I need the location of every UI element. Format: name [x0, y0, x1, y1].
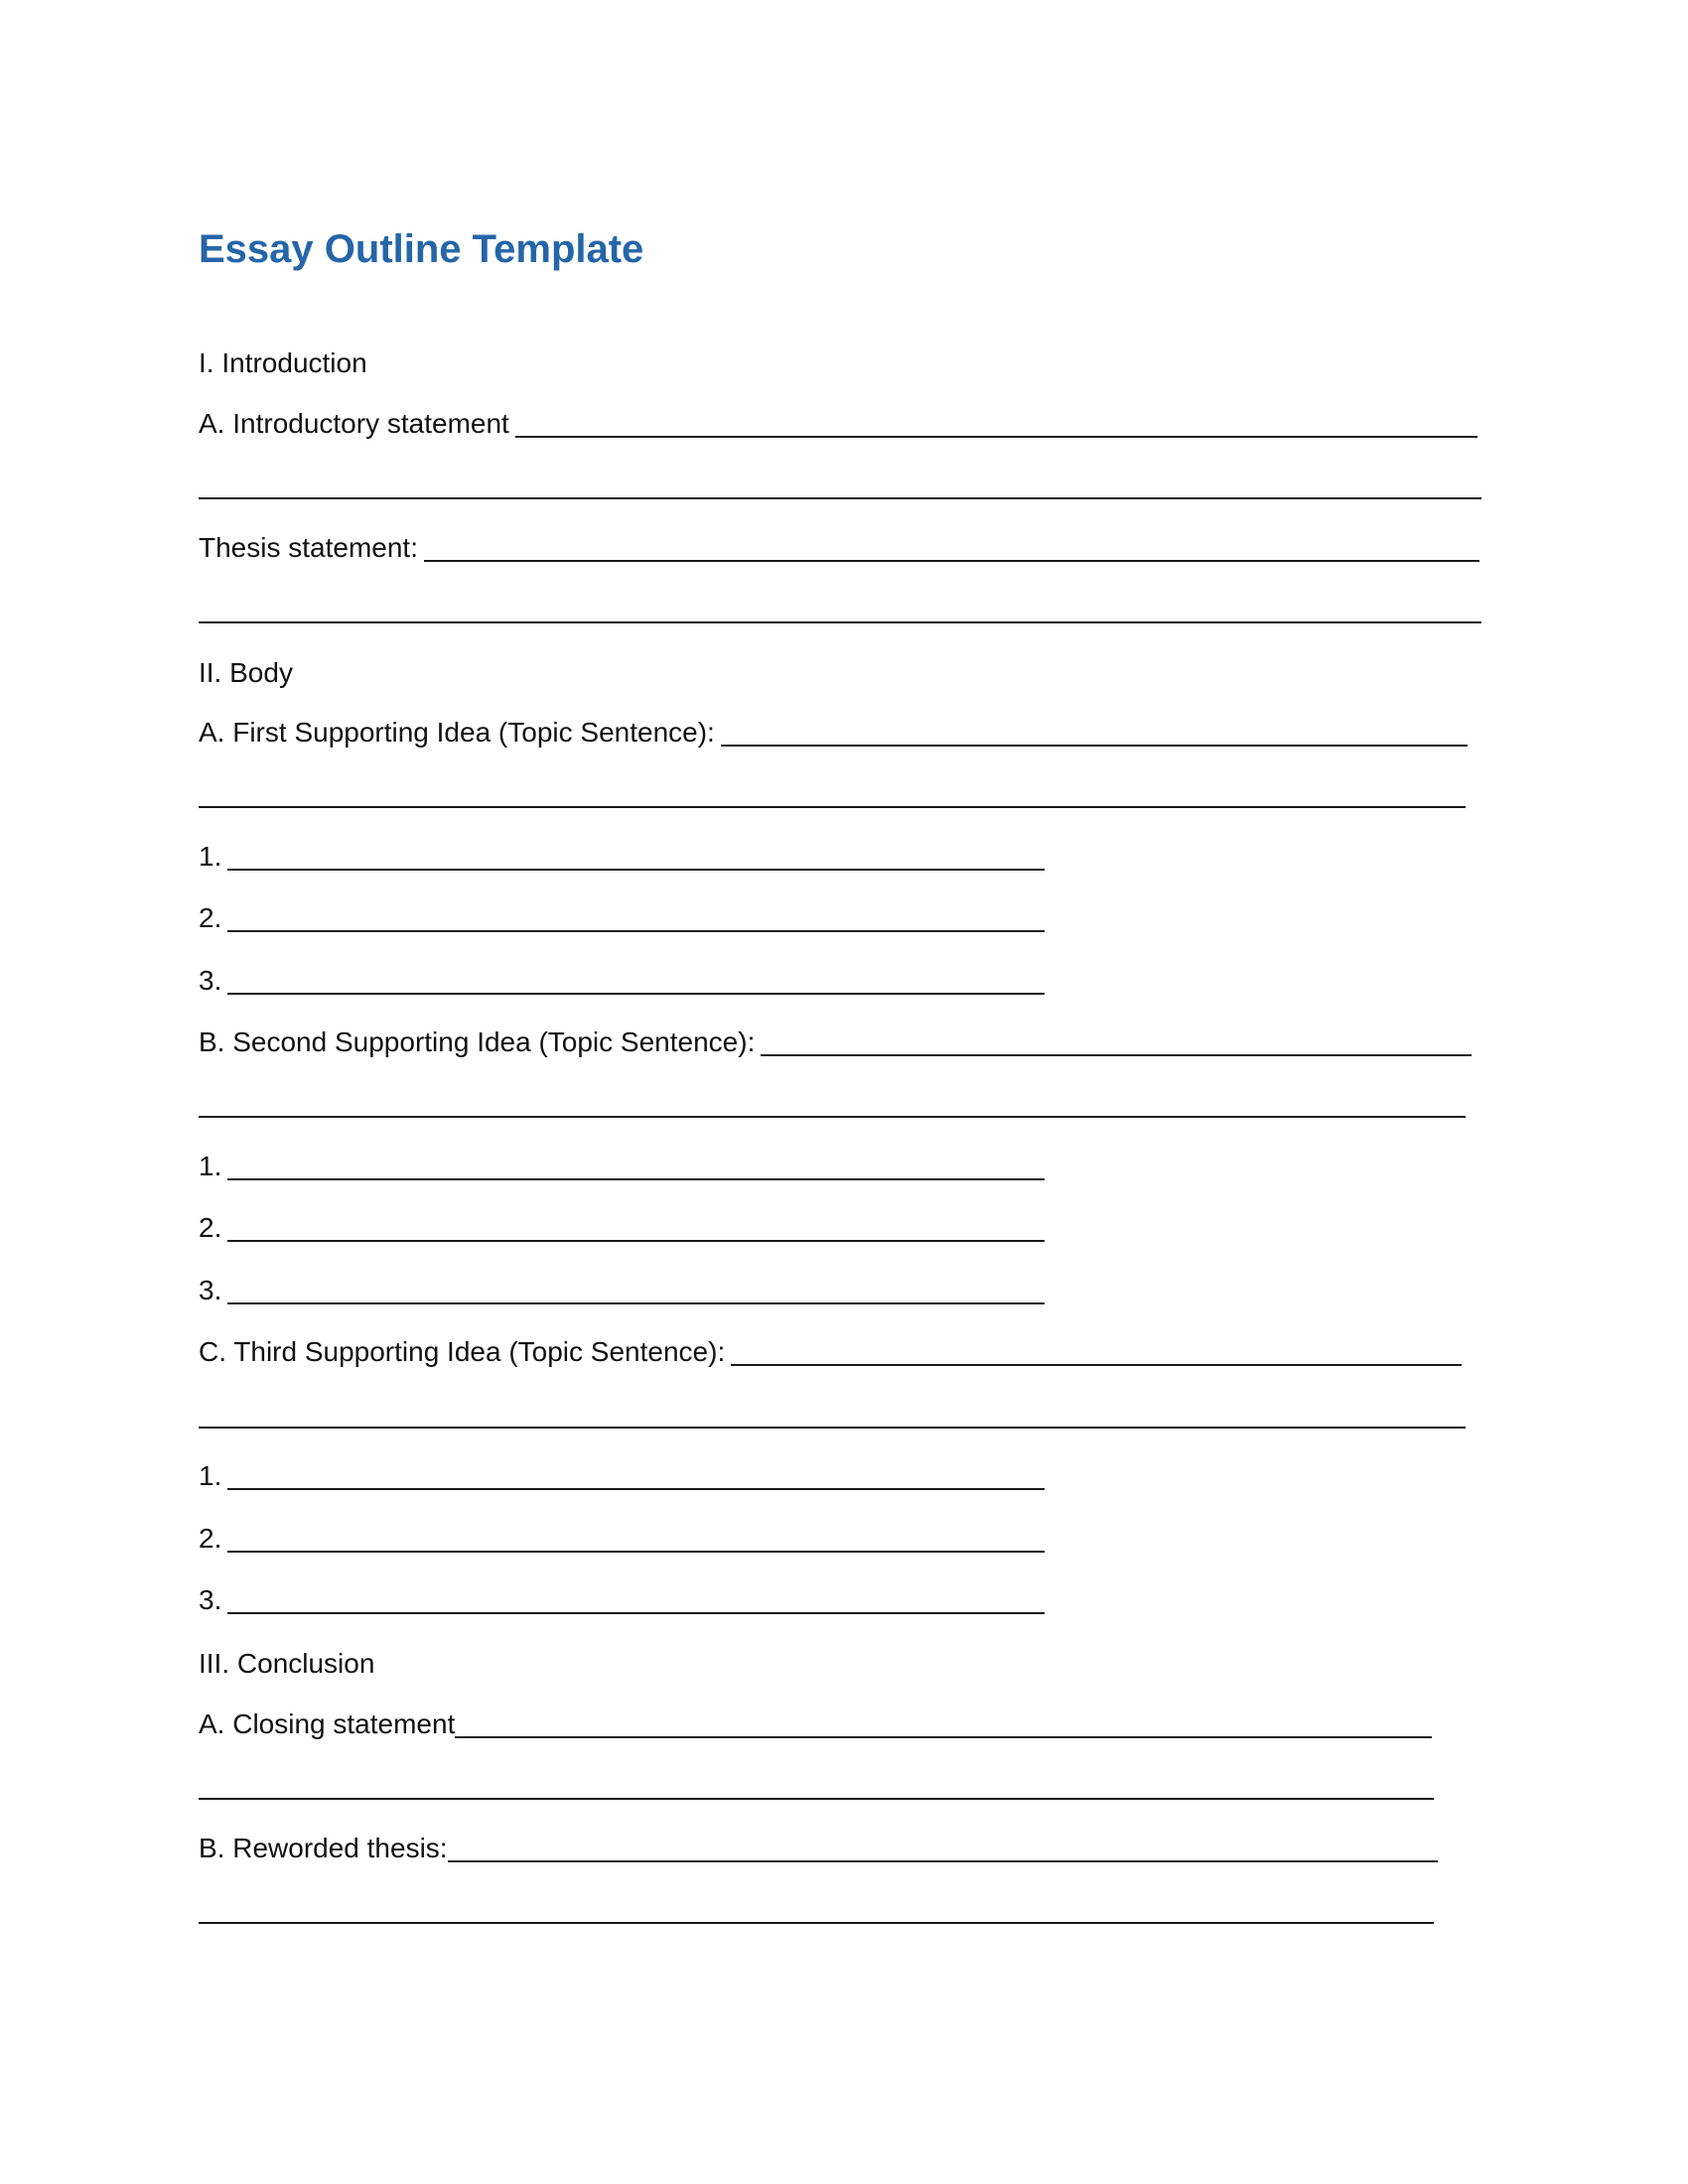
reworded-thesis-blank[interactable] — [448, 1860, 1438, 1862]
first-supporting-idea-row — [199, 714, 1468, 750]
reworded-thesis-continuation-row — [199, 1891, 1434, 1927]
first-detail-1-blank[interactable] — [227, 869, 1045, 871]
second-detail-1-row — [199, 1148, 1045, 1183]
second-supporting-idea-continuation-row — [199, 1085, 1466, 1121]
first-detail-3-blank[interactable] — [227, 993, 1045, 995]
third-detail-2-blank[interactable] — [227, 1551, 1045, 1553]
second-supporting-idea-blank-2[interactable] — [199, 1116, 1466, 1118]
first-supporting-idea-label: A. First Supporting Idea (Topic Sentence): — [199, 717, 715, 748]
third-detail-2-label: 2. — [199, 1523, 222, 1554]
third-detail-3-row — [199, 1581, 1045, 1617]
second-detail-2-blank[interactable] — [227, 1240, 1045, 1242]
second-supporting-idea-label: B. Second Supporting Idea (Topic Sentence): — [199, 1026, 756, 1057]
first-detail-1-label: 1. — [199, 841, 222, 872]
first-supporting-idea-continuation-row — [199, 775, 1466, 811]
first-detail-3-row — [199, 962, 1045, 998]
section-heading-conclusion: III. Conclusion — [199, 1648, 375, 1679]
thesis-statement-blank[interactable] — [424, 560, 1479, 562]
closing-statement-label: A. Closing statement — [199, 1708, 456, 1739]
second-detail-1-label: 1. — [199, 1151, 222, 1181]
third-detail-3-blank[interactable] — [227, 1612, 1045, 1614]
first-supporting-idea-blank-2[interactable] — [199, 806, 1466, 808]
second-detail-2-label: 2. — [199, 1212, 222, 1243]
first-detail-2-blank[interactable] — [227, 930, 1045, 932]
section-heading-body: II. Body — [199, 657, 293, 688]
reworded-thesis-label: B. Reworded thesis: — [199, 1833, 448, 1863]
closing-statement-blank-2[interactable] — [199, 1798, 1434, 1800]
thesis-statement-continuation-row — [199, 591, 1481, 626]
thesis-statement-blank-2[interactable] — [199, 621, 1481, 623]
third-detail-1-row — [199, 1457, 1045, 1493]
third-supporting-idea-blank-2[interactable] — [199, 1427, 1466, 1429]
third-supporting-idea-label: C. Third Supporting Idea (Topic Sentence): — [199, 1336, 726, 1367]
third-detail-3-label: 3. — [199, 1584, 222, 1615]
third-detail-1-blank[interactable] — [227, 1488, 1045, 1490]
third-supporting-idea-continuation-row — [199, 1396, 1466, 1432]
section-heading-introduction: I. Introduction — [199, 347, 367, 378]
first-detail-1-row — [199, 838, 1045, 874]
thesis-statement-label: Thesis statement: — [199, 532, 418, 563]
third-detail-2-row — [199, 1520, 1045, 1556]
reworded-thesis-row — [199, 1830, 1438, 1865]
introductory-statement-blank[interactable] — [515, 436, 1477, 438]
third-supporting-idea-blank[interactable] — [731, 1364, 1462, 1366]
second-detail-2-row — [199, 1209, 1045, 1245]
introductory-statement-label: A. Introductory statement — [199, 408, 509, 439]
closing-statement-row — [199, 1706, 1432, 1741]
thesis-statement-row — [199, 529, 1479, 565]
second-detail-3-row — [199, 1272, 1045, 1307]
closing-statement-blank[interactable] — [455, 1736, 1432, 1738]
first-detail-2-row — [199, 899, 1045, 935]
introductory-statement-blank-2[interactable] — [199, 497, 1481, 499]
introductory-statement-continuation-row — [199, 467, 1481, 502]
first-detail-3-label: 3. — [199, 965, 222, 996]
second-detail-1-blank[interactable] — [227, 1178, 1045, 1180]
second-supporting-idea-blank[interactable] — [761, 1054, 1472, 1056]
page-title: Essay Outline Template — [199, 227, 644, 271]
second-supporting-idea-row — [199, 1024, 1472, 1059]
third-detail-1-label: 1. — [199, 1460, 222, 1491]
third-supporting-idea-row — [199, 1333, 1462, 1369]
first-detail-2-label: 2. — [199, 902, 222, 933]
closing-statement-continuation-row — [199, 1767, 1434, 1803]
reworded-thesis-blank-2[interactable] — [199, 1922, 1434, 1924]
second-detail-3-label: 3. — [199, 1275, 222, 1305]
introductory-statement-row — [199, 405, 1477, 441]
first-supporting-idea-blank[interactable] — [721, 745, 1468, 747]
second-detail-3-blank[interactable] — [227, 1302, 1045, 1304]
